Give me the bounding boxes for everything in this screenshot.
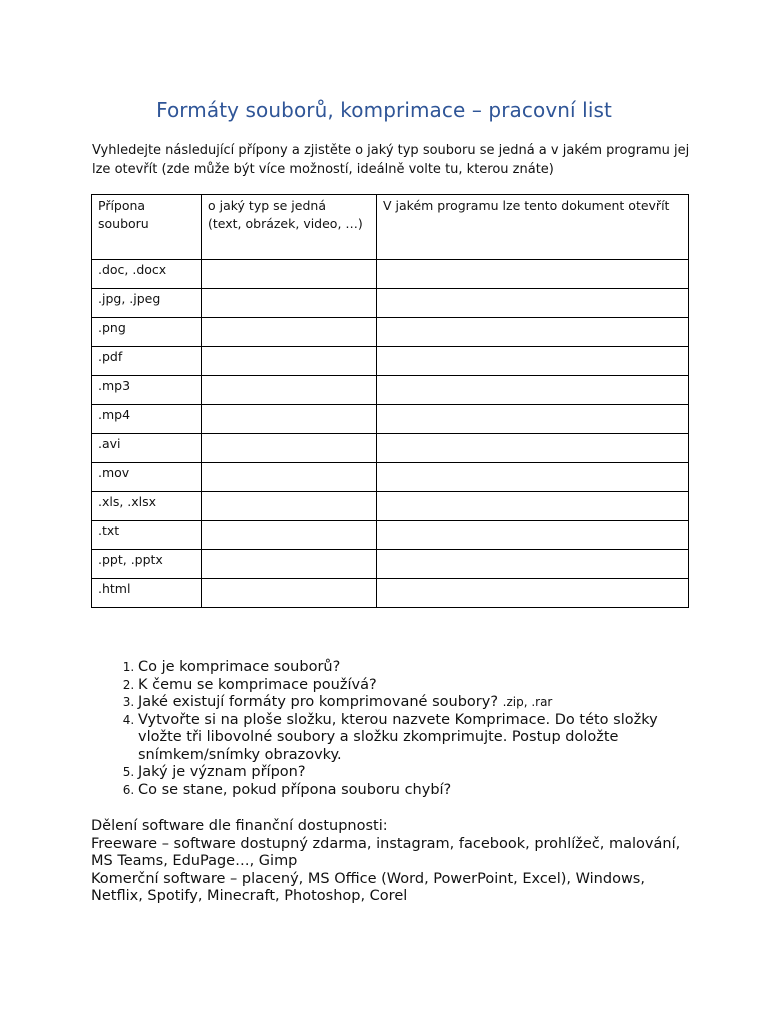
header-type	[202, 195, 377, 260]
question-item	[138, 677, 698, 695]
question-text: Vytvořte si na ploše složku, kterou nazvete Komprimace. Do této složky vložte tři libovolné soubory a složku zkomprimujte. Postup doložte snímkem/snímky obrazovky.	[138, 711, 658, 763]
table-row	[92, 347, 689, 376]
cell-extension: .html	[92, 579, 202, 608]
question-item	[138, 694, 698, 712]
question-item	[138, 659, 698, 677]
cell-type-blank[interactable]	[202, 579, 377, 608]
cell-program-blank[interactable]	[377, 318, 689, 347]
header-program: V jakém programu lze tento dokument otevřít	[377, 195, 689, 260]
cell-type-blank[interactable]	[202, 434, 377, 463]
cell-program-blank[interactable]	[377, 376, 689, 405]
table-row	[92, 318, 689, 347]
software-section	[91, 818, 691, 906]
question-text: Jaké existují formáty pro komprimované soubory?	[138, 694, 499, 710]
question-text: Co se stane, pokud přípona souboru chybí?	[138, 781, 452, 798]
header-extension-line2: souboru	[98, 216, 149, 231]
cell-extension: .ppt, .pptx	[92, 550, 202, 579]
question-item	[138, 712, 698, 765]
cell-type-blank[interactable]	[202, 347, 377, 376]
cell-type-blank[interactable]	[202, 463, 377, 492]
cell-extension: .mp4	[92, 405, 202, 434]
cell-program-blank[interactable]	[377, 289, 689, 318]
cell-program-blank[interactable]	[377, 579, 689, 608]
table-row	[92, 405, 689, 434]
questions-list	[92, 659, 698, 799]
page-title: Formáty souborů, komprimace – pracovní list	[156, 98, 612, 122]
cell-program-blank[interactable]	[377, 492, 689, 521]
cell-program-blank[interactable]	[377, 434, 689, 463]
table-row	[92, 492, 689, 521]
table-header-row	[92, 195, 689, 260]
question-item	[138, 782, 698, 800]
cell-extension: .pdf	[92, 347, 202, 376]
cell-extension: .avi	[92, 434, 202, 463]
cell-type-blank[interactable]	[202, 260, 377, 289]
table-row	[92, 376, 689, 405]
cell-program-blank[interactable]	[377, 260, 689, 289]
table-row	[92, 550, 689, 579]
header-type-line1: o jaký typ se jedná	[208, 198, 326, 213]
software-commercial: Komerční software – placený, MS Office (Word, PowerPoint, Excel), Windows, Netflix, Spotify, Minecraft, Photoshop, Corel	[91, 870, 645, 904]
cell-extension: .jpg, .jpeg	[92, 289, 202, 318]
header-type-line2: (text, obrázek, video, …)	[208, 216, 363, 231]
formats-table	[91, 194, 689, 608]
cell-program-blank[interactable]	[377, 521, 689, 550]
cell-extension: .txt	[92, 521, 202, 550]
cell-type-blank[interactable]	[202, 405, 377, 434]
cell-program-blank[interactable]	[377, 550, 689, 579]
cell-type-blank[interactable]	[202, 492, 377, 521]
software-heading: Dělení software dle finanční dostupnosti:	[91, 818, 388, 834]
question-text: Jaký je význam přípon?	[138, 764, 306, 780]
cell-program-blank[interactable]	[377, 463, 689, 492]
table-row	[92, 521, 689, 550]
cell-extension: .mov	[92, 463, 202, 492]
cell-type-blank[interactable]	[202, 289, 377, 318]
table-row	[92, 289, 689, 318]
header-extension	[92, 195, 202, 260]
table-row	[92, 260, 689, 289]
cell-program-blank[interactable]	[377, 347, 689, 376]
software-freeware: Freeware – software dostupný zdarma, instagram, facebook, prohlížeč, malování, MS Teams, EduPage…, Gimp	[91, 835, 681, 869]
cell-extension: .png	[92, 318, 202, 347]
intro-text: Vyhledejte následující přípony a zjistěte o jaký typ souboru se jedná a v jakém programu jej lze otevřít (zde může být více možností, ideálně volte tu, kterou znáte)	[92, 143, 690, 177]
cell-type-blank[interactable]	[202, 318, 377, 347]
cell-type-blank[interactable]	[202, 521, 377, 550]
question-item	[138, 764, 698, 782]
cell-type-blank[interactable]	[202, 376, 377, 405]
question-suffix: .zip, .rar	[502, 695, 553, 709]
header-extension-line1: Přípona	[98, 198, 146, 213]
cell-type-blank[interactable]	[202, 550, 377, 579]
cell-extension: .xls, .xlsx	[92, 492, 202, 521]
question-text: Co je komprimace souborů?	[138, 659, 341, 675]
table-row	[92, 579, 689, 608]
cell-extension: .doc, .docx	[92, 260, 202, 289]
table-row	[92, 463, 689, 492]
table-row	[92, 434, 689, 463]
cell-extension: .mp3	[92, 376, 202, 405]
cell-program-blank[interactable]	[377, 405, 689, 434]
question-text: K čemu se komprimace používá?	[138, 676, 377, 693]
